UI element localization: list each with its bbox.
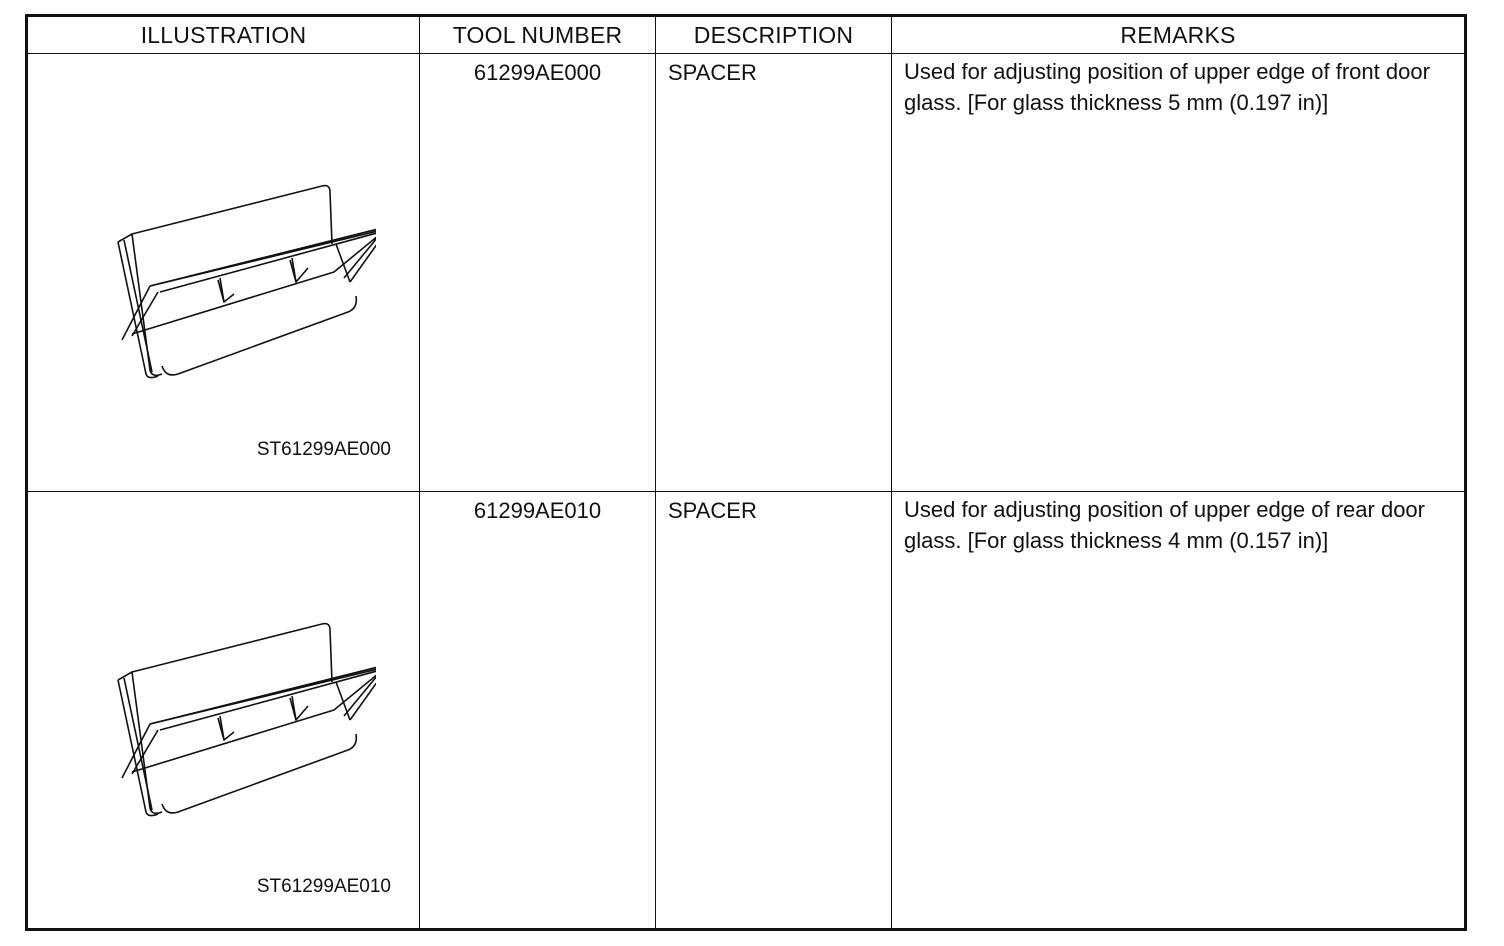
remarks-cell: Used for adjusting position of upper edge of rear door glass. [For glass thickness 4 mm (0.157 in)] (892, 492, 1466, 930)
table-header-row (27, 16, 1466, 54)
remarks-cell: Used for adjusting position of upper edge of front door glass. [For glass thickness 5 mm (0.197 in)] (892, 54, 1466, 492)
illustration-label: ST61299AE010 (256, 876, 391, 897)
header-remarks: REMARKS (892, 16, 1466, 54)
illustration-cell (27, 54, 420, 492)
spacer-illustration-icon (86, 622, 376, 822)
description-cell: SPACER (656, 54, 892, 492)
header-tool-number: TOOL NUMBER (420, 16, 656, 54)
illustration-label: ST61299AE000 (256, 439, 391, 460)
header-illustration: ILLUSTRATION (27, 16, 420, 54)
special-tools-table (25, 14, 1467, 931)
illustration-cell (27, 492, 420, 930)
description-cell: SPACER (656, 492, 892, 930)
tool-number-cell: 61299AE010 (420, 492, 656, 930)
table-row (27, 54, 1466, 492)
table-row (27, 492, 1466, 930)
tool-number-cell: 61299AE000 (420, 54, 656, 492)
header-description: DESCRIPTION (656, 16, 892, 54)
spacer-illustration-icon (86, 184, 376, 384)
